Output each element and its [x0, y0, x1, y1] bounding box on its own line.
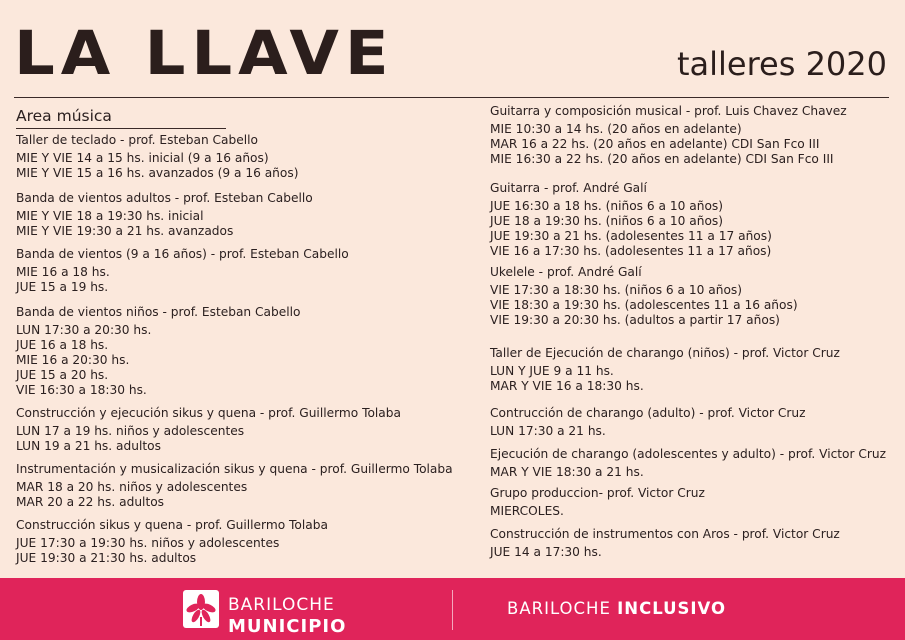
- schedule-line: MAR Y VIE 16 a 18:30 hs.: [490, 379, 644, 393]
- workshop-block: [490, 104, 900, 167]
- workshop-block: [490, 486, 900, 519]
- footer-banner: [0, 578, 905, 640]
- schedule-line: LUN 17:30 a 20:30 hs.: [16, 323, 152, 337]
- schedule-line: JUE 14 a 17:30 hs.: [490, 545, 602, 559]
- workshop-title: Taller de Ejecución de charango (niños) - prof. Victor Cruz: [490, 346, 840, 360]
- workshop-title: Banda de vientos (9 a 16 años) - prof. Esteban Cabello: [16, 247, 349, 261]
- footer-divider: [452, 590, 453, 630]
- flower-icon: [182, 589, 220, 629]
- schedule-line: LUN 17 a 19 hs. niños y adolescentes: [16, 424, 245, 438]
- workshop-block: [490, 181, 900, 259]
- inclusivo-prefix: BARILOCHE: [507, 599, 611, 618]
- workshop-block: [490, 406, 900, 439]
- schedule-line: JUE 16:30 a 18 hs. (niños 6 a 10 años): [490, 199, 724, 213]
- workshop-title: Guitarra y composición musical - prof. Luis Chavez Chavez: [490, 104, 847, 118]
- schedule-line: MAR 20 a 22 hs. adultos: [16, 495, 165, 509]
- workshop-block: [490, 346, 900, 394]
- workshop-block: [16, 133, 476, 181]
- schedule-line: JUE 15 a 19 hs.: [16, 280, 109, 294]
- schedule-line: MIERCOLES.: [490, 504, 564, 518]
- municipio-line1: BARILOCHE: [228, 595, 335, 615]
- workshop-block: [16, 191, 476, 239]
- schedule-line: MIE Y VIE 19:30 a 21 hs. avanzados: [16, 224, 234, 238]
- schedule-line: LUN Y JUE 9 a 11 hs.: [490, 364, 614, 378]
- schedule-line: JUE 16 a 18 hs.: [16, 338, 109, 352]
- workshop-title: Ejecución de charango (adolescentes y adulto) - prof. Victor Cruz: [490, 447, 887, 461]
- schedule-line: MIE Y VIE 15 a 16 hs. avanzados (9 a 16 años): [16, 166, 299, 180]
- schedule-line: VIE 19:30 a 20:30 hs. (adultos a partir 17 años): [490, 313, 780, 327]
- inclusivo-logo[interactable]: [507, 599, 726, 618]
- workshop-title: Construcción de instrumentos con Aros - prof. Victor Cruz: [490, 527, 840, 541]
- workshop-block: [16, 247, 476, 295]
- workshop-block: [490, 265, 900, 328]
- schedule-line: JUE 18 a 19:30 hs. (niños 6 a 10 años): [490, 214, 724, 228]
- schedule-line: MIE 16 a 20:30 hs.: [16, 353, 130, 367]
- workshop-title: Construcción y ejecución sikus y quena - prof. Guillermo Tolaba: [16, 406, 401, 420]
- workshop-block: [16, 462, 476, 510]
- schedule-line: JUE 19:30 a 21 hs. (adolesentes 11 a 17 años): [490, 229, 772, 243]
- schedule-line: VIE 18:30 a 19:30 hs. (adolescentes 11 a 16 años): [490, 298, 798, 312]
- workshop-title: Instrumentación y musicalización sikus y quena - prof. Guillermo Tolaba: [16, 462, 453, 476]
- schedule-line: MIE 10:30 a 14 hs. (20 años en adelante): [490, 122, 742, 136]
- schedule-line: VIE 16:30 a 18:30 hs.: [16, 383, 147, 397]
- workshop-block: [16, 406, 476, 454]
- header-divider: [14, 97, 889, 98]
- right-column: [490, 104, 900, 560]
- schedule-line: MIE Y VIE 14 a 15 hs. inicial (9 a 16 años): [16, 151, 269, 165]
- schedule-line: VIE 17:30 a 18:30 hs. (niños 6 a 10 años): [490, 283, 743, 297]
- workshop-block: [16, 305, 476, 398]
- page-subtitle: talleres 2020: [676, 45, 887, 83]
- workshop-block: [16, 518, 476, 566]
- schedule-line: MAR 18 a 20 hs. niños y adolescentes: [16, 480, 248, 494]
- schedule-line: LUN 17:30 a 21 hs.: [490, 424, 606, 438]
- workshop-title: Banda de vientos niños - prof. Esteban Cabello: [16, 305, 301, 319]
- municipio-line2: MUNICIPIO: [228, 616, 347, 637]
- schedule-line: MAR Y VIE 18:30 a 21 hs.: [490, 465, 644, 479]
- workshop-title: Ukelele - prof. André Galí: [490, 265, 642, 279]
- section-title: Area música: [16, 106, 226, 129]
- schedule-line: JUE 15 a 20 hs.: [16, 368, 109, 382]
- brand-logo: LA LLAVE: [14, 18, 395, 90]
- workshop-title: Contrucción de charango (adulto) - prof. Victor Cruz: [490, 406, 806, 420]
- workshop-title: Grupo produccion- prof. Victor Cruz: [490, 486, 705, 500]
- workshop-block: [490, 527, 900, 560]
- schedule-line: MIE 16:30 a 22 hs. (20 años en adelante) CDI San Fco III: [490, 152, 834, 166]
- workshop-title: Banda de vientos adultos - prof. Esteban Cabello: [16, 191, 313, 205]
- workshop-title: Guitarra - prof. André Galí: [490, 181, 647, 195]
- workshop-title: Construcción sikus y quena - prof. Guillermo Tolaba: [16, 518, 328, 532]
- schedule-line: MIE Y VIE 18 a 19:30 hs. inicial: [16, 209, 204, 223]
- schedule-line: MAR 16 a 22 hs. (20 años en adelante) CDI San Fco III: [490, 137, 820, 151]
- left-column: [16, 104, 476, 566]
- schedule-line: JUE 19:30 a 21:30 hs. adultos: [16, 551, 197, 565]
- schedule-line: MIE 16 a 18 hs.: [16, 265, 110, 279]
- workshop-title: Taller de teclado - prof. Esteban Cabello: [16, 133, 258, 147]
- schedule-line: JUE 17:30 a 19:30 hs. niños y adolescentes: [16, 536, 280, 550]
- schedule-line: VIE 16 a 17:30 hs. (adolesentes 11 a 17 años): [490, 244, 772, 258]
- inclusivo-bold: INCLUSIVO: [617, 599, 727, 618]
- schedule-line: LUN 19 a 21 hs. adultos: [16, 439, 161, 453]
- workshop-block: [490, 447, 900, 480]
